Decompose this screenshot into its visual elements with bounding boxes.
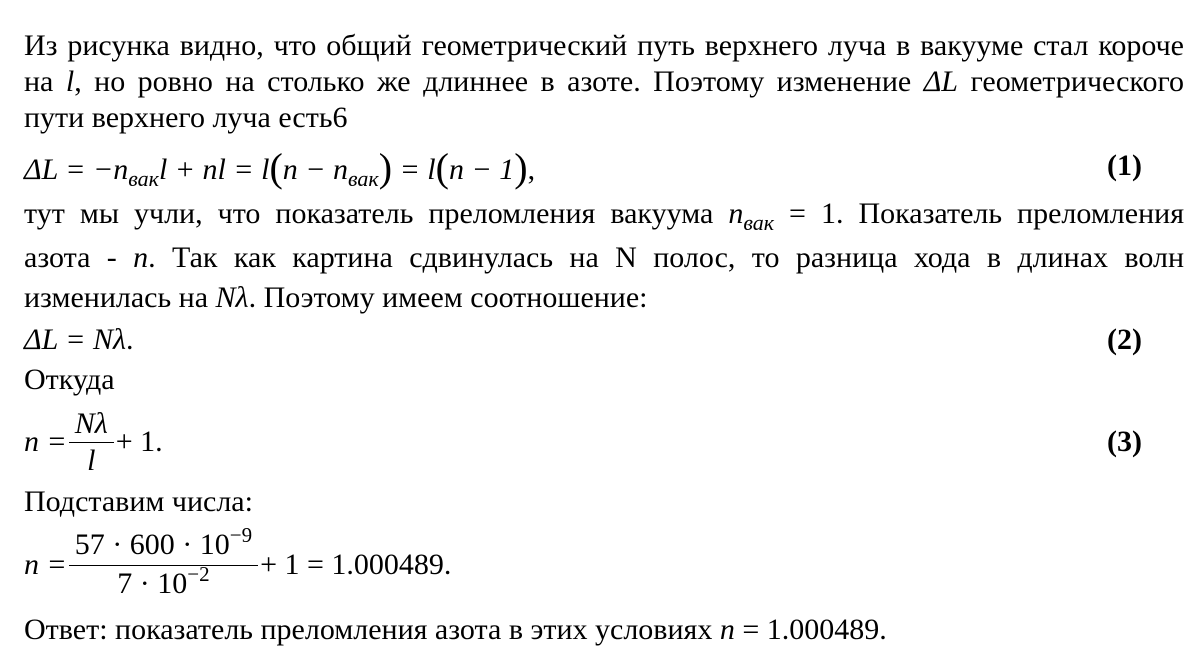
equation-4 — [24, 522, 1142, 604]
eq4-numerator-exp: −9 — [229, 522, 253, 547]
eq1-lhs: ΔL — [24, 153, 58, 186]
eq1-paren-open-1: ( — [269, 145, 283, 190]
paragraph1-line2-end: геометрического — [970, 65, 1185, 98]
answer-value: = 1.000489 — [742, 613, 880, 646]
eq1-expr-c: n − n — [282, 153, 349, 186]
equation-3-number: (3) — [1107, 425, 1142, 458]
eq2-dot: . — [126, 323, 134, 356]
symbol-n: n — [133, 241, 149, 274]
paragraph1-line2 — [24, 64, 1184, 100]
paragraph1-line2-middle: , но ровно на столько же длиннее в азоте. Поэтому изменение — [74, 65, 912, 98]
eq4-numerator-base: 57 · 600 · 10 — [74, 527, 230, 561]
paragraph1-line3 — [24, 100, 1184, 136]
substitute-text: Подставим числа: — [24, 485, 253, 518]
symbol-n-vak-eq: = 1 — [789, 197, 836, 230]
equation-1 — [24, 144, 1142, 191]
paragraph2-line2-end: . Так как картина сдвинулась на N полос, то разница хода в длинах волн — [148, 241, 1185, 274]
equation-3 — [24, 404, 1142, 480]
eq3-lhs: n = — [24, 425, 67, 458]
symbol-n-vak-n: n — [728, 197, 744, 230]
answer-text: Ответ: показатель преломления азота в этих условиях — [24, 613, 713, 646]
symbol-delta-l: ΔL — [923, 65, 958, 98]
paragraph2-line1-start: тут мы учли, что показатель преломления вакуума — [24, 197, 714, 230]
paragraph1-line3-text: пути верхнего луча есть6 — [24, 101, 348, 134]
otkuda-text: Откуда — [24, 363, 115, 396]
eq4-numerator — [69, 522, 258, 566]
eq1-sub-vak-1: вак — [128, 166, 159, 191]
eq1-expr-a: = −n — [57, 153, 129, 186]
answer-line — [24, 612, 1184, 648]
eq1-expr-e: n − 1 — [448, 153, 515, 186]
eq1-expr-d: = l — [392, 153, 436, 186]
answer-dot: . — [879, 613, 887, 646]
eq3-rhs: + 1. — [115, 425, 163, 458]
otkuda-line — [24, 362, 1184, 398]
equation-2 — [24, 318, 1142, 362]
paragraph2-line2-start: азота - — [24, 241, 117, 274]
eq1-paren-open-2: ( — [435, 145, 449, 190]
eq4-lhs: n = — [24, 548, 67, 581]
answer-symbol-n: n — [719, 613, 735, 646]
eq3-numerator: Nλ — [69, 406, 114, 443]
eq4-dot: . — [443, 548, 452, 581]
eq1-expr-f: , — [527, 153, 536, 186]
eq1-paren-close-1: ) — [378, 145, 393, 190]
eq4-fraction — [69, 522, 258, 604]
symbol-n-vak-sub: вак — [743, 210, 775, 235]
paragraph2-line2 — [24, 240, 1184, 276]
symbol-n-lambda: Nλ — [215, 281, 249, 314]
paragraph2-line1 — [24, 196, 1184, 234]
eq1-sub-vak-2: вак — [348, 166, 379, 191]
eq1-paren-close-2: ) — [514, 145, 528, 190]
symbol-n-vak — [728, 197, 836, 235]
equation-2-number: (2) — [1107, 323, 1142, 356]
paragraph2-line3-start: изменилась на — [24, 281, 209, 314]
paragraph2-line3 — [24, 280, 1184, 316]
paragraph1-line1 — [24, 28, 1184, 64]
symbol-l: l — [65, 65, 75, 98]
substitute-line — [24, 484, 1184, 520]
paragraph2-line1-end: . Показатель преломления — [835, 197, 1185, 230]
paragraph1-line1-text: Из рисунка видно, что общий геометрический путь верхнего луча в вакууме стал короче — [24, 29, 1184, 62]
eq3-fraction — [69, 406, 114, 479]
eq4-denominator-base: 7 · 10 — [117, 566, 188, 600]
equation-1-number: (1) — [1107, 149, 1142, 182]
paragraph2-line3-end: . Поэтому имеем соотношение: — [248, 281, 648, 314]
eq3-denominator: l — [87, 443, 96, 477]
paragraph1-line2-start: на — [24, 65, 54, 98]
eq4-denominator-exp: −2 — [187, 561, 210, 586]
eq4-rhs: + 1 = 1.000489 — [260, 548, 444, 581]
eq4-denominator — [69, 561, 258, 604]
eq2-expr: ΔL = Nλ — [24, 323, 126, 356]
eq1-expr-b: l + nl = l — [158, 153, 270, 186]
